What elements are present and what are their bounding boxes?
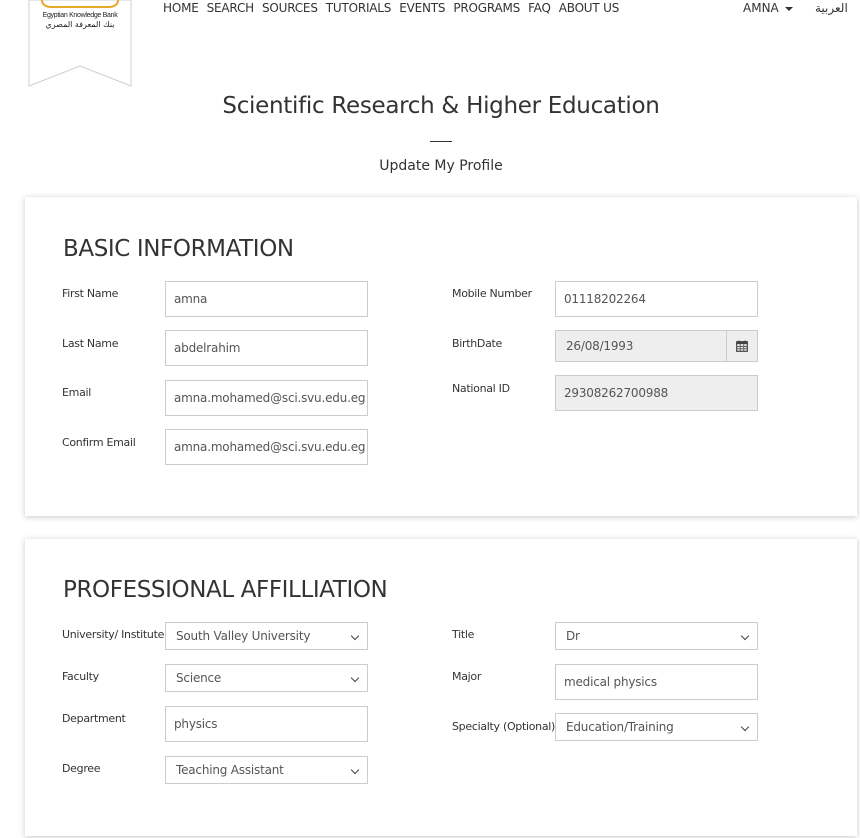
specialty-value: Education/Training: [566, 720, 674, 734]
calendar-icon[interactable]: [726, 331, 757, 361]
logo-text-en: Egyptian Knowledge Bank: [42, 12, 118, 19]
faculty-label: Faculty: [62, 670, 99, 683]
last-name-value: abdelrahim: [174, 341, 241, 355]
caret-down-icon: [785, 7, 793, 11]
last-name-field[interactable]: [165, 330, 368, 366]
chevron-down-icon: [351, 766, 359, 774]
birthdate-field[interactable]: [555, 330, 758, 362]
email-value: amna.mohamed@sci.svu.edu.eg: [174, 391, 366, 405]
mobile-number-field[interactable]: [555, 281, 758, 317]
basic-information-title: BASIC INFORMATION: [63, 236, 294, 262]
department-label: Department: [62, 712, 126, 725]
user-name: AMNA: [743, 1, 779, 15]
nav-sources[interactable]: SOURCES: [261, 1, 318, 15]
user-menu[interactable]: [743, 1, 793, 16]
page-subtitle: Update My Profile: [379, 158, 503, 174]
chevron-down-icon: [741, 632, 749, 640]
nav-faq[interactable]: FAQ: [528, 1, 551, 15]
nav-events[interactable]: EVENTS: [399, 1, 446, 15]
email-label: Email: [62, 386, 92, 399]
national-id-label: National ID: [452, 382, 510, 395]
first-name-value: amna: [174, 292, 208, 306]
professional-affiliation-card: [25, 539, 857, 836]
confirm-email-field[interactable]: [165, 429, 368, 465]
major-field[interactable]: [555, 664, 758, 700]
confirm-email-value: amna.mohamed@sci.svu.edu.eg: [174, 440, 366, 454]
title-divider: [430, 141, 452, 142]
department-value: physics: [174, 717, 218, 731]
major-label: Major: [452, 670, 482, 683]
chevron-down-icon: [741, 723, 749, 731]
first-name-field[interactable]: [165, 281, 368, 317]
basic-information-card: [25, 197, 857, 516]
chevron-down-icon: [351, 674, 359, 682]
faculty-select[interactable]: [165, 664, 368, 692]
first-name-label: First Name: [62, 287, 119, 300]
national-id-field: [555, 375, 758, 411]
page-title: Scientific Research & Higher Education: [222, 93, 660, 119]
specialty-label: Specialty (Optional): [452, 720, 556, 733]
confirm-email-label: Confirm Email: [62, 436, 136, 449]
mobile-number-label: Mobile Number: [452, 287, 532, 300]
university-label: University/ Institute: [62, 628, 165, 641]
logo-text-ar: بنك المعرفة المصري: [45, 20, 115, 29]
title-value: Dr: [566, 629, 580, 643]
logo[interactable]: [28, 0, 132, 88]
mobile-number-value: 01118202264: [564, 292, 646, 306]
degree-value: Teaching Assistant: [176, 763, 284, 777]
chevron-down-icon: [351, 632, 359, 640]
university-select[interactable]: [165, 622, 368, 650]
last-name-label: Last Name: [62, 337, 119, 350]
university-value: South Valley University: [176, 629, 311, 643]
nav-tutorials[interactable]: TUTORIALS: [325, 1, 392, 15]
email-field[interactable]: [165, 380, 368, 416]
birthdate-value: 26/08/1993: [566, 339, 634, 353]
title-label: Title: [452, 628, 475, 641]
nav-about-us[interactable]: ABOUT US: [558, 1, 620, 15]
nav-search[interactable]: SEARCH: [206, 1, 254, 15]
degree-label: Degree: [62, 762, 101, 775]
professional-affiliation-title: PROFESSIONAL AFFILLIATION: [63, 577, 388, 603]
degree-select[interactable]: [165, 756, 368, 784]
main-nav: [163, 1, 627, 16]
faculty-value: Science: [176, 671, 222, 685]
nav-home[interactable]: HOME: [163, 1, 199, 15]
title-select[interactable]: [555, 622, 758, 650]
major-value: medical physics: [564, 675, 657, 689]
nav-programs[interactable]: PROGRAMS: [453, 1, 521, 15]
national-id-value: 29308262700988: [564, 386, 669, 400]
language-switch[interactable]: العربية: [815, 1, 848, 15]
birthdate-label: BirthDate: [452, 337, 503, 350]
department-field[interactable]: [165, 706, 368, 742]
specialty-select[interactable]: [555, 713, 758, 741]
